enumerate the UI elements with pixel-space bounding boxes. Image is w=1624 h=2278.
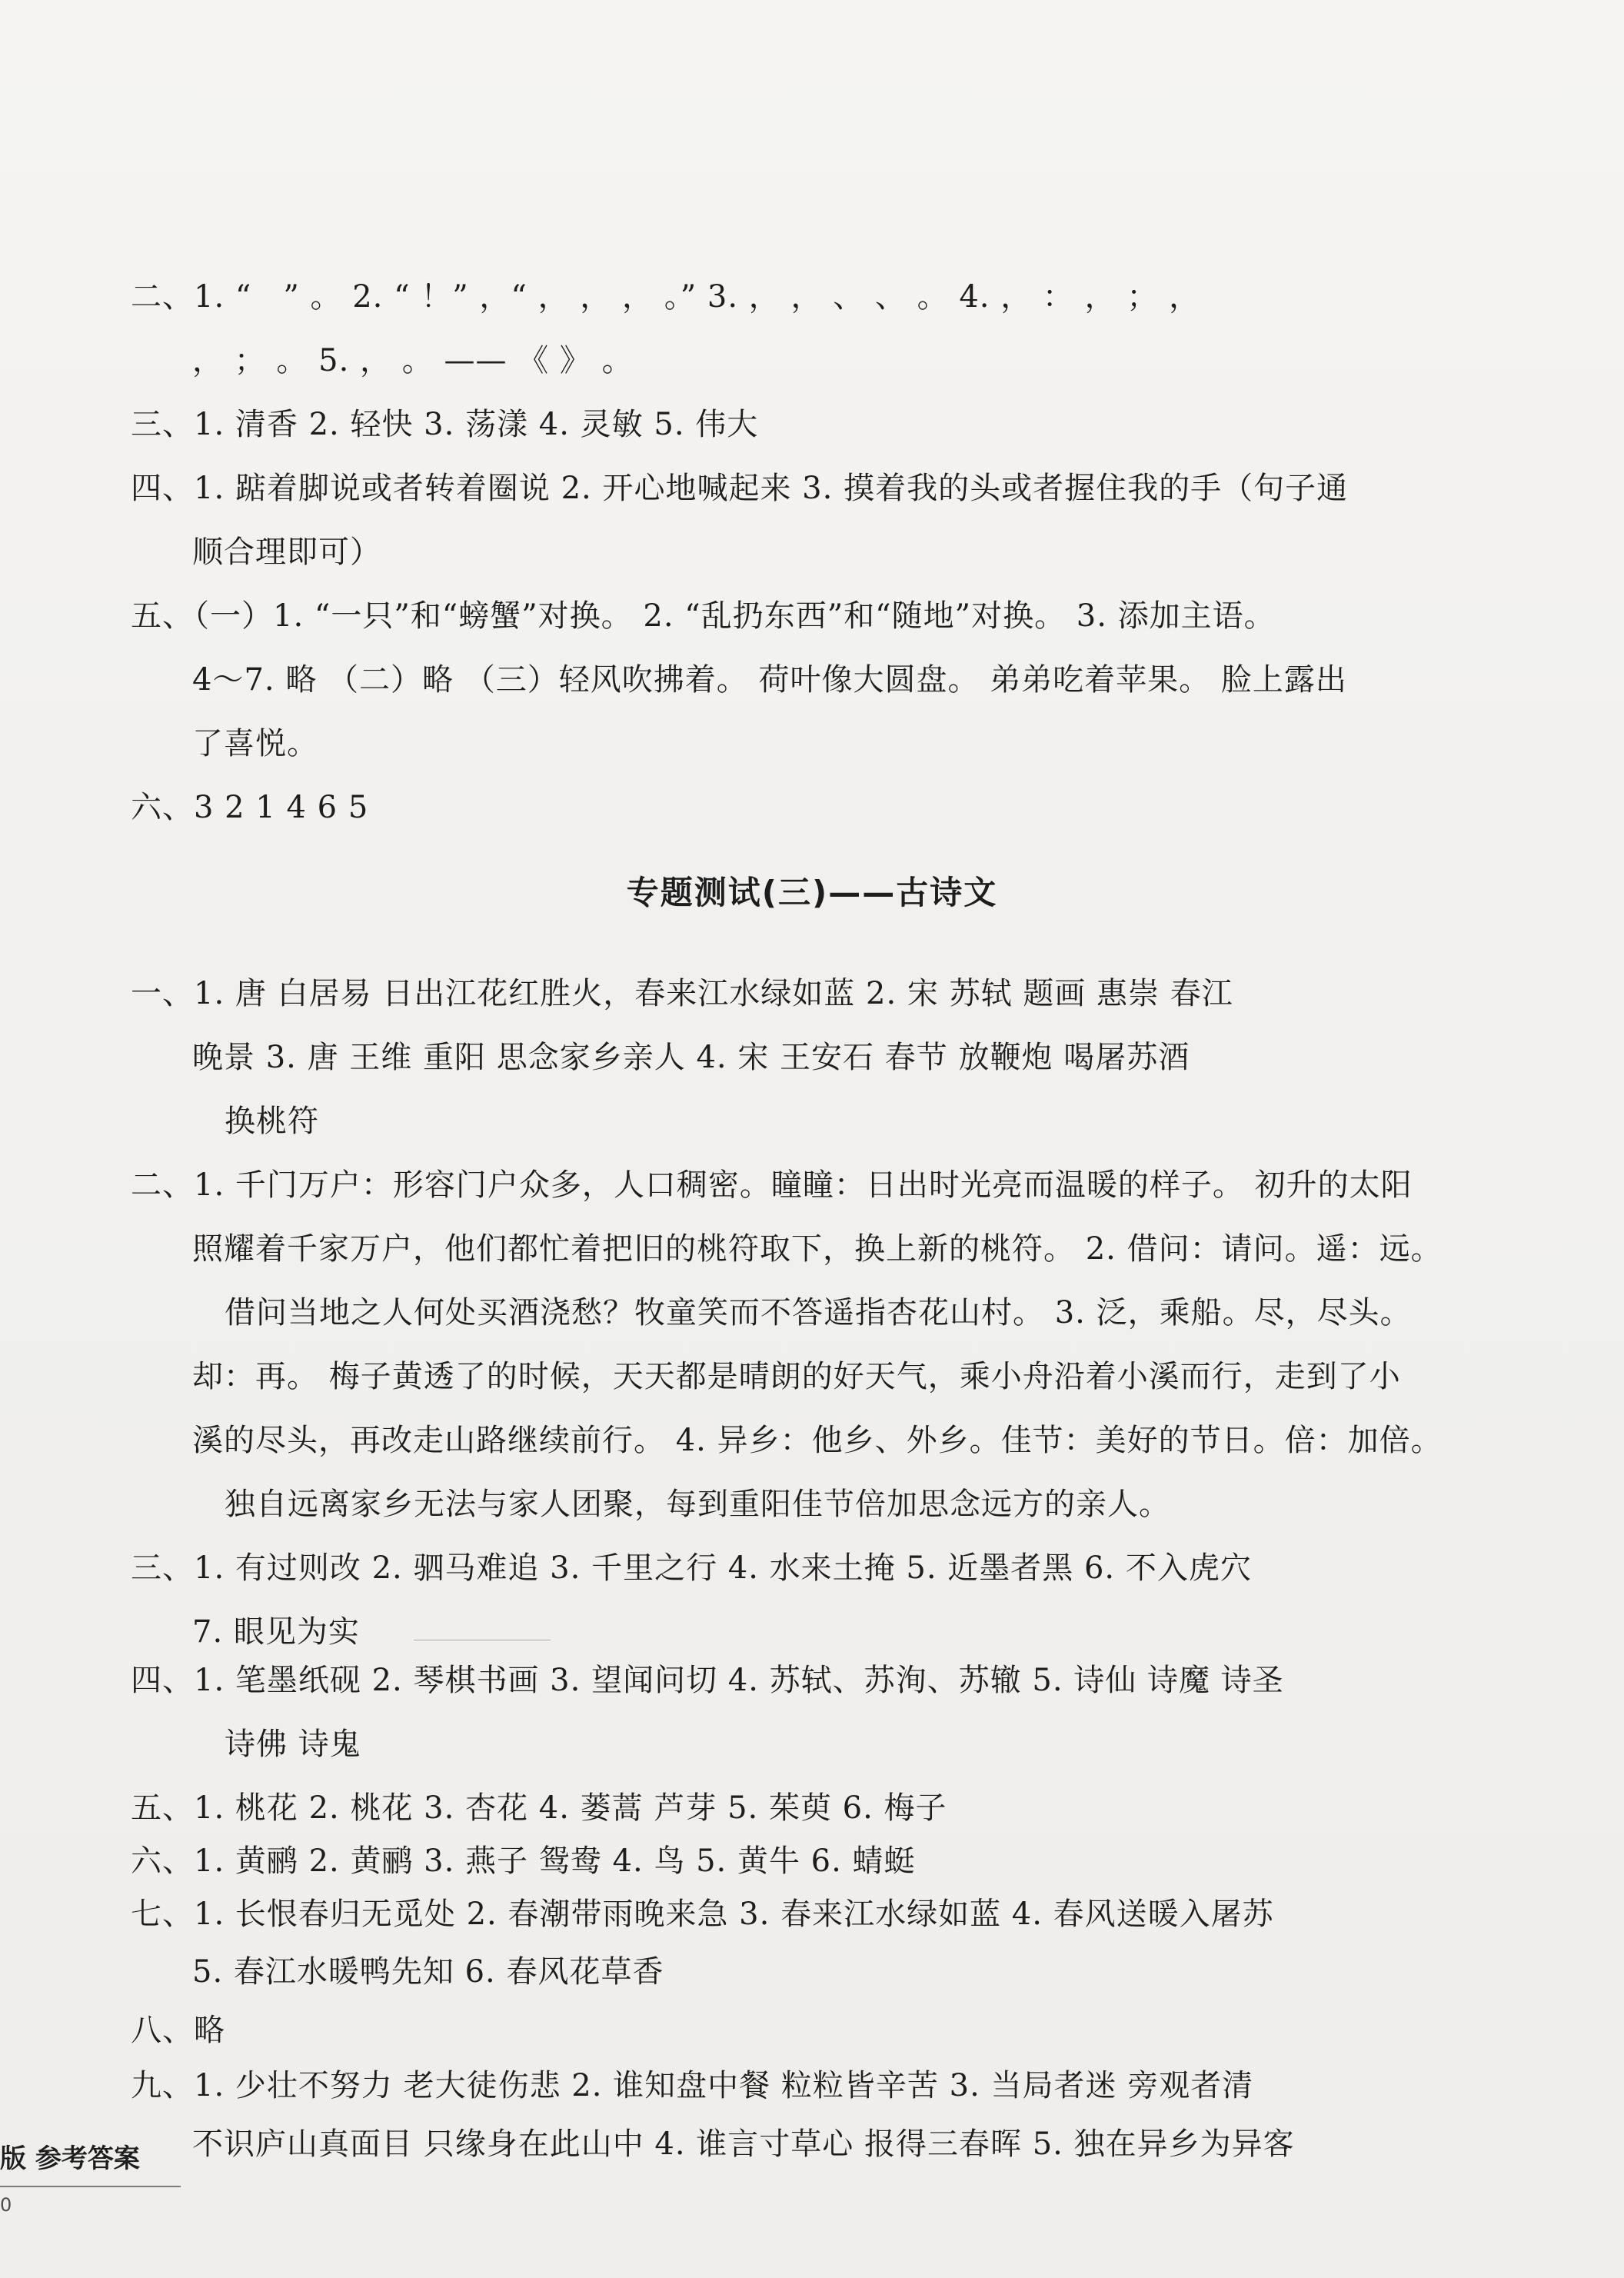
answer-line-bottom-4: 二、1. 千门万户：形容门户众多，人口稠密。瞳瞳：日出时光亮而温暖的样子。 初升的太阳 (131, 1167, 1413, 1203)
answer-line-top-4: 四、1. 踮着脚说或者转着圈说 2. 开心地喊起来 3. 摸着我的头或者握住我的手（句子通 (131, 471, 1349, 506)
answer-line-bottom-6: 借问当地之人何处买酒浇愁？牧童笑而不答遥指杏花山村。 3. 泛，乘船。尽，尽头。 (225, 1295, 1412, 1330)
footer-rule (0, 2186, 181, 2187)
answer-line-bottom-2: 晚景 3. 唐 王维 重阳 思念家乡亲人 4. 宋 王安石 春节 放鞭炮 喝屠苏酒 (192, 1040, 1190, 1075)
footer-fragment: 0 (0, 2194, 12, 2216)
answer-line-top-6: 五、（一）1. “一只”和“螃蟹”对换。 2. “乱扔东西”和“随地”对换。 3. 添加主语。 (131, 598, 1276, 634)
answer-line-bottom-7: 却：再。 梅子黄透了的时候，天天都是晴朗的好天气，乘小舟沿着小溪而行，走到了小 (192, 1359, 1401, 1394)
answer-line-bottom-5: 照耀着千家万户，他们都忙着把旧的桃符取下，换上新的桃符。 2. 借问：请问。遥：远。 (192, 1231, 1443, 1267)
answer-line-top-7: 4～7. 略 （二）略 （三）轻风吹拂着。 荷叶像大圆盘。 弟弟吃着苹果。 脸上露出 (192, 662, 1347, 698)
answer-line-bottom-14: 五、1. 桃花 2. 桃花 3. 杏花 4. 蒌蒿 芦芽 5. 茱萸 6. 梅子 (131, 1790, 947, 1826)
answer-line-bottom-16: 七、1. 长恨春归无觅处 2. 春潮带雨晚来急 3. 春来江水绿如蓝 4. 春风送暖入屠苏 (131, 1897, 1274, 1932)
section-title: 专题测试(三)——古诗文 (626, 874, 998, 911)
answer-line-bottom-13: 诗佛 诗鬼 (225, 1727, 361, 1762)
answer-line-bottom-18: 八、略 (131, 2013, 225, 2048)
answer-line-bottom-15: 六、1. 黄鹂 2. 黄鹂 3. 燕子 鸳鸯 4. 鸟 5. 黄牛 6. 蜻蜓 (131, 1843, 916, 1879)
answer-line-bottom-12: 四、1. 笔墨纸砚 2. 琴棋书画 3. 望闻问切 4. 苏轼、苏洵、苏辙 5. 诗仙 诗魔 诗圣 (131, 1663, 1284, 1698)
answer-line-bottom-9: 独自远离家乡无法与家人团聚，每到重阳佳节倍加思念远方的亲人。 (225, 1487, 1170, 1522)
answer-line-top-1: 二、1. “ ” 。 2. “ ！” ，“ ， ， ， 。” 3. ， ， 、 、 。 4. ， ： ， ； ， (131, 279, 1201, 315)
answer-line-bottom-19: 九、1. 少壮不努力 老大徒伤悲 2. 谁知盘中餐 粒粒皆辛苦 3. 当局者迷 旁观者清 (131, 2068, 1254, 2103)
answer-line-top-2: ， ； 。 5. ， 。 —— 《 》 。 (192, 343, 634, 378)
answer-line-bottom-17: 5. 春江水暖鸭先知 6. 春风花草香 (192, 1954, 664, 1990)
answer-line-bottom-8: 溪的尽头，再改走山路继续前行。 4. 异乡：他乡、外乡。佳节：美好的节日。倍：加倍。 (192, 1423, 1443, 1458)
answer-line-bottom-1: 一、1. 唐 白居易 日出江花红胜火，春来江水绿如蓝 2. 宋 苏轼 题画 惠崇 春江 (131, 976, 1233, 1011)
footer-label: 版 参考答案 (0, 2143, 140, 2174)
answer-line-bottom-3: 换桃符 (225, 1104, 319, 1139)
answer-line-top-5: 顺合理即可） (192, 535, 381, 570)
answer-line-bottom-20: 不识庐山真面目 只缘身在此山中 4. 谁言寸草心 报得三春晖 5. 独在异乡为异客 (192, 2126, 1295, 2162)
answer-line-top-8: 了喜悦。 (192, 726, 318, 761)
answer-line-bottom-11: 7. 眼见为实 (192, 1614, 360, 1650)
answer-line-top-3: 三、1. 清香 2. 轻快 3. 荡漾 4. 灵敏 5. 伟大 (131, 407, 759, 442)
answer-line-bottom-10: 三、1. 有过则改 2. 驷马难追 3. 千里之行 4. 水来土掩 5. 近墨者黑 6. 不入虎穴 (131, 1550, 1252, 1586)
answer-line-top-9: 六、3 2 1 4 6 5 (131, 790, 369, 825)
